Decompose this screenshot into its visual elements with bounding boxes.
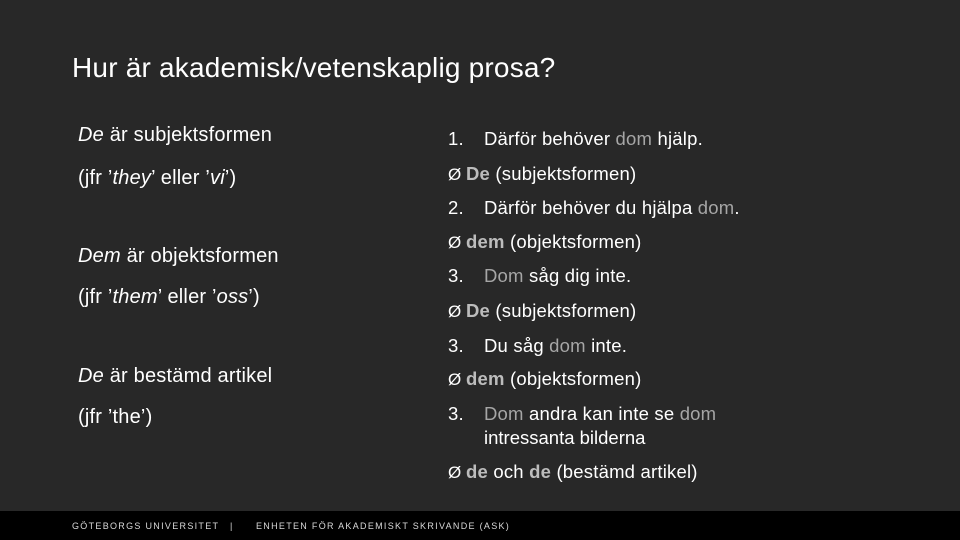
arrow-bullet-icon: Ø: [448, 463, 462, 482]
footer-bar: [0, 511, 960, 540]
answer-1: Ø De (subjektsformen): [448, 163, 637, 184]
de-article-text: är bestämd artikel: [103, 365, 273, 387]
de-term: De: [78, 124, 104, 146]
answer-4: Ø dem (objektsformen): [448, 368, 642, 389]
slide-title: Hur är akademisk/vetenskaplig prosa?: [72, 52, 556, 83]
de-note-line: (jfr ’they’ eller ’vi’): [78, 167, 237, 189]
arrow-bullet-icon: Ø: [448, 233, 462, 252]
de-subject-line: [78, 124, 272, 147]
de-subject-text: är subjektsformen: [103, 124, 273, 146]
answer-3: Ø De (subjektsformen): [448, 300, 637, 321]
answer-2: Ø dem (objektsformen): [448, 231, 642, 252]
example-item-4: 3. Du såg dom inte.: [448, 335, 628, 356]
arrow-bullet-icon: Ø: [448, 370, 462, 389]
dem-object-line: [78, 245, 279, 268]
de-article-line: [78, 365, 272, 388]
dem-object-text: är objektsformen: [120, 245, 279, 267]
de-article-note: (jfr ’the’): [78, 406, 153, 428]
example-item-5: 3. Dom andra kan inte se dom: [448, 403, 717, 424]
arrow-bullet-icon: Ø: [448, 165, 462, 184]
dem-note-line: (jfr ’them’ eller ’oss’): [78, 286, 260, 308]
footer-unit: ENHETEN FÖR AKADEMISKT SKRIVANDE (ASK): [256, 521, 511, 531]
footer-university: GÖTEBORGS UNIVERSITET: [72, 521, 220, 531]
footer-separator: |: [230, 521, 234, 531]
de-article-term: De: [78, 365, 104, 387]
example-item-3: 3. Dom såg dig inte.: [448, 265, 632, 286]
example-item-5-continued: intressanta bilderna: [484, 427, 646, 448]
example-item-1: 1. Därför behöver dom hjälp.: [448, 128, 703, 149]
answer-5: Ø de och de (bestämd artikel): [448, 461, 698, 482]
arrow-bullet-icon: Ø: [448, 302, 462, 321]
example-item-2: 2. Därför behöver du hjälpa dom.: [448, 197, 740, 218]
dem-term: Dem: [78, 245, 121, 267]
